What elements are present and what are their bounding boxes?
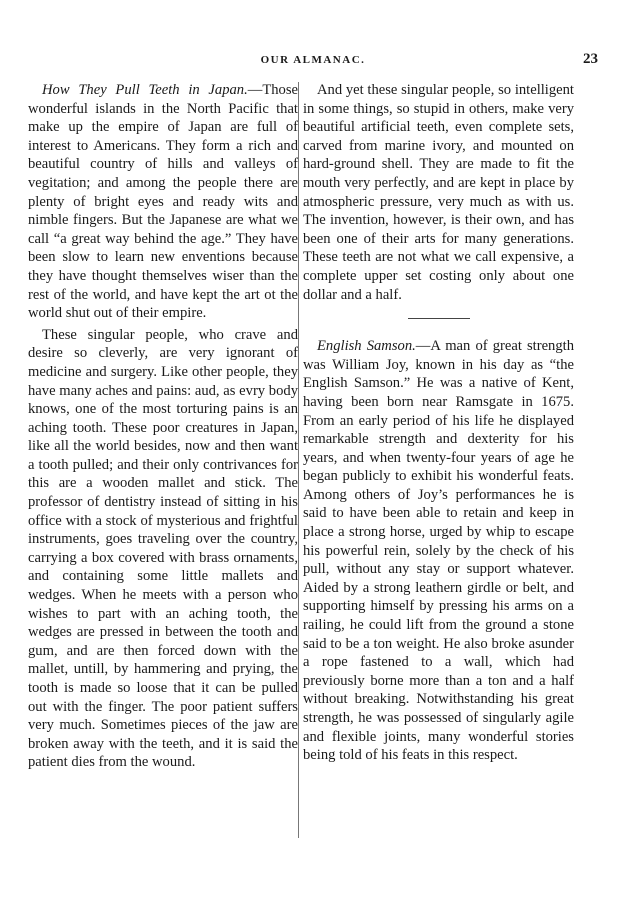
article-samson-paragraph-1 xyxy=(303,337,574,765)
left-column xyxy=(28,81,298,772)
running-title: OUR ALMANAC. xyxy=(260,54,366,66)
article-teeth-paragraph-3: And yet these singular people, so intelligent in some things, so stupid in others, make very beautiful artificial teeth, even complete sets, carved from marine ivory, and mounted on hard-ground shell. They are made to fit the mouth very perfectly, and are kept in place by atmospheric pressure, very much as with us. The invention, however, is their own, and has been one of their arts for many generations. These teeth are not what we call expensive, a complete upper set costing only about one dollar and a half. xyxy=(303,82,574,303)
article-samson-title: English Samson. xyxy=(317,338,416,355)
article-teeth-paragraph-2: These singular people, who crave and desire so cleverly, are very ignorant of medicine and surgery. Like other people, they have many aches and pains: aud, as evry body knows, one of the most torturing pains is an aching tooth. These poor creatures in Japan, like all the world besides, now and then want a tooth pulled; and their only contrivances for this are a wooden mallet and stick. The professor of dentistry instead of sitting in his office with a stock of mysterious and frightful instruments, goes traveling over the country, carrying a box covered with brass ornaments, and containing some little mallets and wedges. When he meets with a person who wishes to part with an aching tooth, the wedges are pressed in between the tooth and gum, and are then forced down with the mallet, untill, by hammering and prying, the tooth is made so loose that it can be pulled out with the finger. The poor patient suffers very much. Sometimes pieces of the jaw are broken away with the teeth, and it is said the patient dies from the wound. xyxy=(28,326,298,771)
page-header xyxy=(28,51,598,74)
right-column xyxy=(303,81,574,765)
page-number: 23 xyxy=(583,51,598,67)
column-divider xyxy=(298,82,299,838)
section-rule xyxy=(408,318,470,319)
article-teeth-title: How They Pull Teeth in Japan. xyxy=(42,82,248,98)
article-samson-text-1: —A man of great strength was William Joy, known in his day as “the English Samson.” He was a native of Kent, having been born near Ramsgate in 1675. From an early period of his life he displayed remarkable strength and dexterity for his years, and when twenty-four years of age he began publicly to exhibit his wonderful feats. Among others of Joy’s performances he is said to have been able to retain and keep in place a strong horse, urged by whip to escape his powerful rein, solely by the check of his pull, without any stay or support whatever. Aided by a strong leathern girdle or belt, and supporting himself by pressing his arms on a railing, he could lift from the ground a stone said to be a ton weight. He also broke asunder a rope fastened to a wall, which had previously borne more than a ton and a half without breaking. Notwithstanding his great strength, he was possessed of singularly agile and flexible joints, many wonderful stories being told of his feats in this respect. xyxy=(303,338,575,764)
article-teeth-text-1: —Those wonderful islands in the North Pacific that make up the empire of Japan are full of interest to Americans. They form a rich and beautiful country of hills and valleys of vegitation; and among the people there are plenty of bright eyes and ready wits and nimble fingers. But the Japanese are what we call “a great way behind the age.” They have been slow to learn new enventions because they have thought themselves wiser than the rest of the world, and have kept the art ot the world shut out of their empire. xyxy=(28,82,298,322)
article-teeth-paragraph-1 xyxy=(28,81,298,323)
